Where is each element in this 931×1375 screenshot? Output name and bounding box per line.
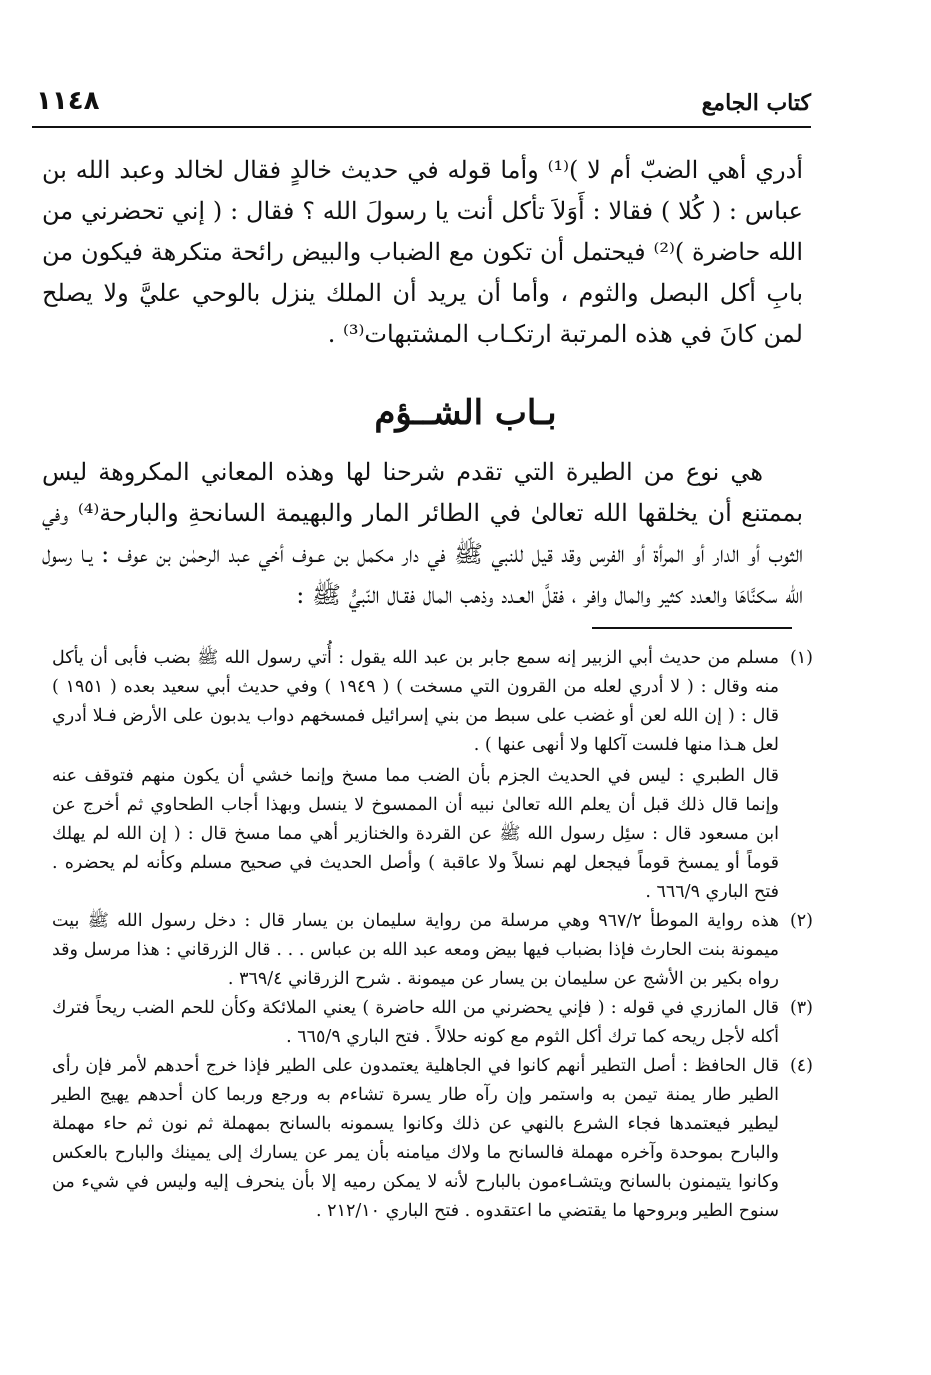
footnote-paragraph: قال الحافظ : أصل التطير أنهم كانوا في الجاهلية يعتمدون على الطير فإذا خرج أحدهم لأمر فإن رأى الطير طار يمنة تيمن به واستمر وإن رآه طار يسرة تشاءم به ورجع وربما كان أحدهم يهيج الطير ليطير فيعتمدها فجاء الشرع بالنهي عن ذلك وكانوا يسمونه بالسانح بمهملة ثم نون ثم حاء مهملة والبارح بموحدة وآخره مهملة فالسانح ما ولاك ميامنه بأن يمر عن يسارك إلى يمينك والبارح بالعكس وكانوا يتيمنون بالسانح ويتشـاءمون بالبارح لأنه لا يمكن رميه إلا بأن ينحرف إليه وليس في شيء من سنوح الطير وبروحها ما يقتضي ما اعتقدوه . فتح الباري ٢١٢/١٠ . xyxy=(52,1056,779,1221)
footnotes xyxy=(52,644,813,1226)
page-number: ١١٤٨ xyxy=(36,86,100,116)
footnote-paragraph: قال المازري في قوله : ( فإني يحضرني من الله حاضرة ) يعني الملائكة وكأن للحم الضب ريحاً فترك أكله لأجل ريحه كما ترك أكل الثوم مع كونه حلالاً . فتح الباري ٦٦٥/٩ . xyxy=(52,998,779,1047)
footnote-separator xyxy=(592,627,792,629)
section-title: بـاب الشــؤم xyxy=(374,393,557,433)
footnote-paragraph: هذه رواية الموطأ ٩٦٧/٢ وهي مرسلة من رواية سليمان بن يسار قال : دخل رسول الله ﷺ بيت ميمونة بنت الحارث فإذا بضباب فيها بيض ومعه عبد الله بن عباس . . . قال الزرقاني : هذا مرسل وقد رواه بكير بن الأشج عن سليمان بن يسار عن ميمونة . شرح الزرقاني ٣٦٩/٤ . xyxy=(52,911,779,989)
body-text-top xyxy=(42,150,803,355)
body-paragraph: أدري أهي الضبّ أم لا )⁽¹⁾ وأما قوله في حديث خالدٍ فقال لخالد وعبد الله بن عباس : ( كُلا ) فقالا : أَوَلاَ تأكل أنت يا رسولَ الله ؟ فقال : ( إني تحضرني من الله حاضرة )⁽²⁾ فيحتمل أن تكون مع الضباب والبيض رائحة متكرهة فيكون من بابِ أكل البصل والثوم ، وأما أن يريد أن الملك ينزل بالوحي عليَّ ولا يصلح لمن كانَ في هذه المرتبة ارتكـاب المشتبهات⁽³⁾ . xyxy=(42,156,803,348)
footnote-number: (١) xyxy=(789,648,813,668)
body-paragraph: هي نوع من الطيرة التي تقدم شرحنا لها وهذه المعاني المكروهة ليس بممتنع أن يخلقها الله تعالىٰ في الطائر المار والبهيمة السانحةِ والبارحة⁽⁴⁾ وفي الثوب أو الدار أو المرأة أو الفرس وقد قيل للنبي ﷺ في دار مكمل بن عـوف أخي عبد الرحمٰن بن عوف : يـا رسول الله سكنَّاهَا والعدد كثير والمال وافر ، فقلَّ العـدد وذهب المال فقـال النّبيُّ ﷺ : xyxy=(42,458,803,609)
running-head xyxy=(32,86,811,128)
footnote-2 xyxy=(52,907,813,994)
footnote-1 xyxy=(52,644,813,907)
footnote-paragraph: قال الطبري : ليس في الحديث الجزم بأن الضب مما مسخ وإنما خشي أن يكون منهم فتوقف عنه وإنما قال ذلك قبل أن يعلم الله تعالىٰ نبيه أن الممسوخ لا ينسل وبهذا أجاب الطحاوي ثم أخرج عن ابن مسعود قال : سئِل رسول الله ﷺ عن القردة والخنازير أهي مما مسخ قال : ( إن الله لم يهلك قوماً أو يمسخ قوماً فيجعل لهم نسلاً ولا عاقبة ) وأصل الحديث في صحيح مسلم وكأنه لم يحضره . فتح الباري ٦٦٦/٩ . xyxy=(52,766,779,902)
footnote-3 xyxy=(52,994,813,1052)
footnote-paragraph: مسلم من حديث أبي الزبير إنه سمع جابر بن عبد الله يقول : أُتي رسول الله ﷺ بضب فأبى أن يأكل منه وقال : ( لا أدري لعله من القرون التي مسخت ) ( ١٩٤٩ ) وفي حديث أبي سعيد بعده ( ١٩٥١ ) قال : ( إن الله لعن أو غضب على سبط من بني إسرائيل فمسخهم دواب يدبون على الأرض فـلا أدري لعل هـذا منها فلست آكلها ولا أنهى عنها ) . xyxy=(52,648,780,755)
footnote-4 xyxy=(52,1052,813,1226)
footnote-number: (٤) xyxy=(789,1056,813,1076)
book-title: كتاب الجامع xyxy=(701,90,811,116)
footnote-number: (٢) xyxy=(789,911,813,931)
footnote-number: (٣) xyxy=(789,998,813,1018)
body-text-bottom xyxy=(42,452,803,616)
